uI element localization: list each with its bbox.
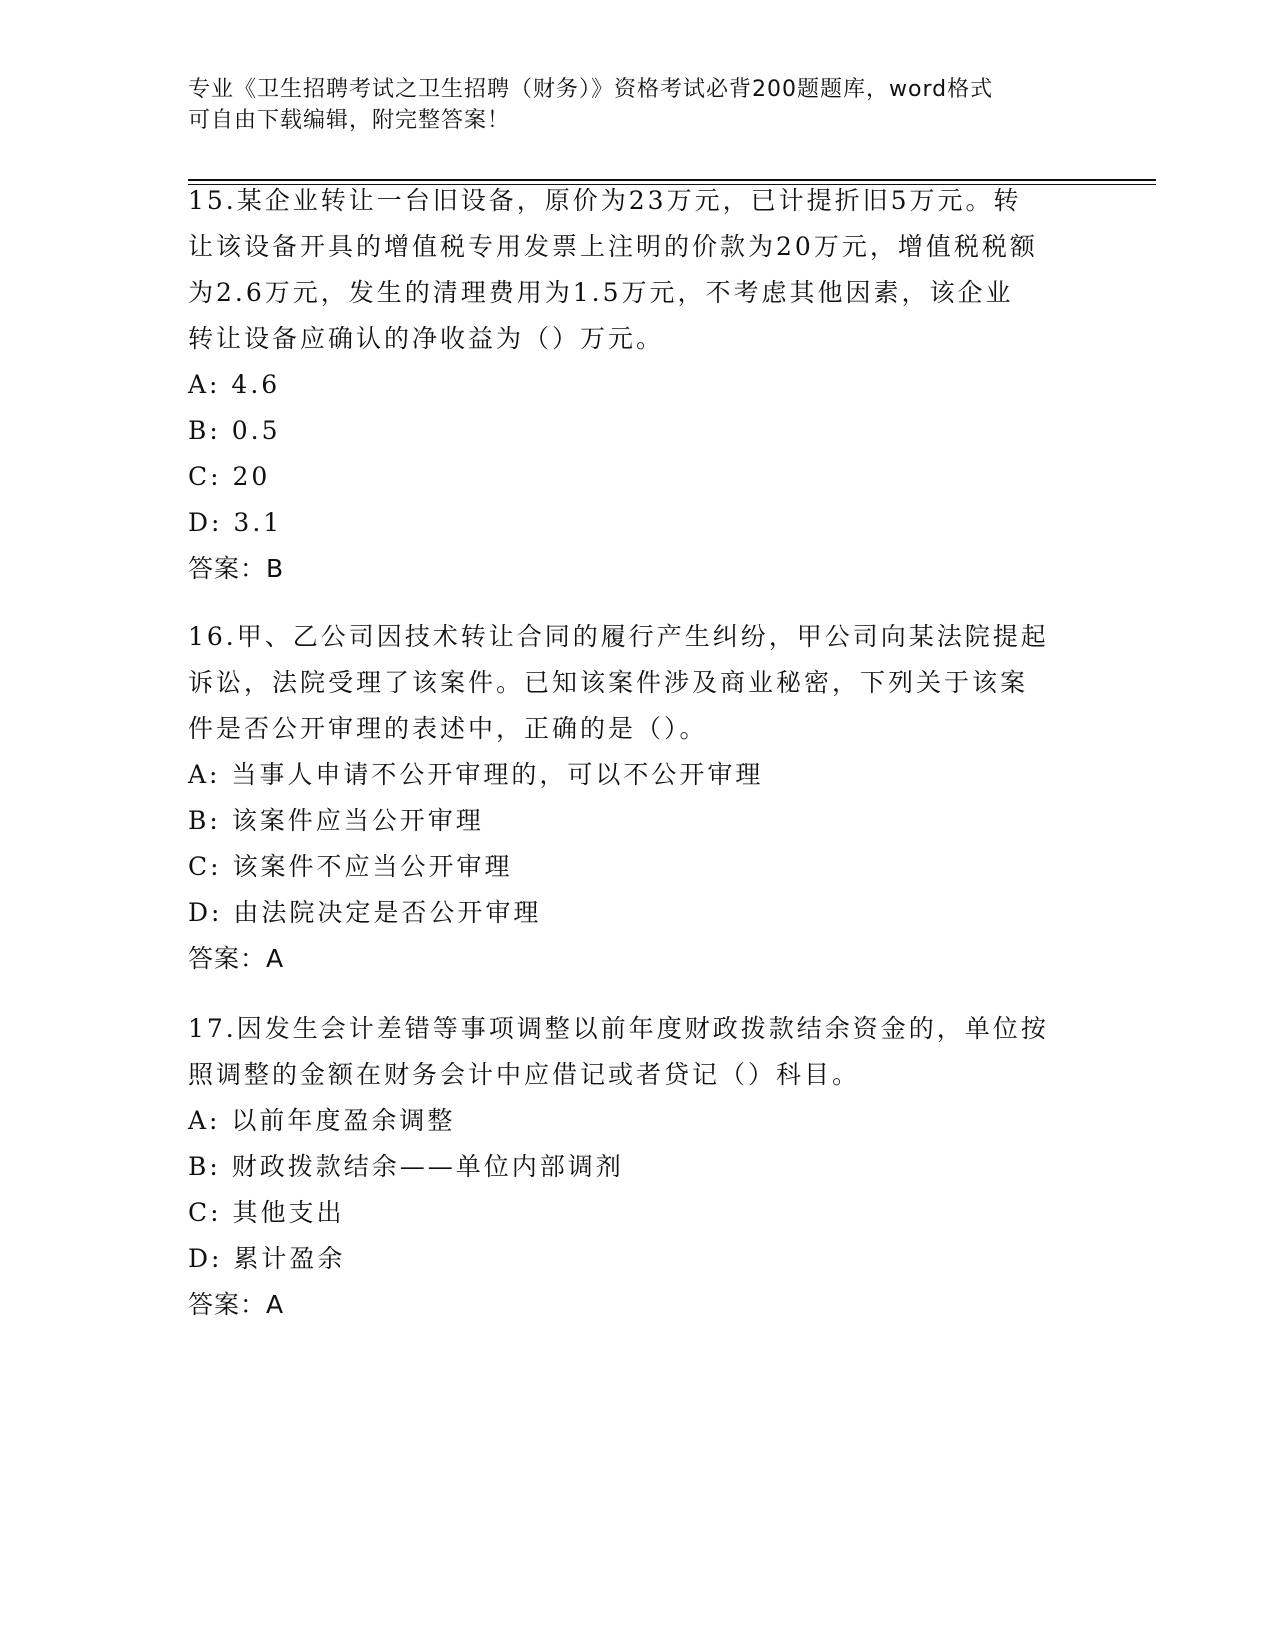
question-16 (188, 614, 1088, 982)
option-b: B: 该案件应当公开审理 (188, 806, 484, 835)
option-c: C: 该案件不应当公开审理 (188, 852, 513, 881)
answer-label: 答案：B (188, 554, 285, 583)
header-line: 可自由下载编辑，附完整答案！ (188, 108, 511, 133)
option-b: B: 财政拨款结余——单位内部调剂 (188, 1152, 624, 1181)
option-b: B: 0.5 (188, 416, 281, 445)
question-text-line: 让该设备开具的增值税专用发票上注明的价款为20万元，增值税税额 (188, 232, 1038, 261)
option-d: D: 3.1 (188, 508, 283, 537)
option-a: A: 以前年度盈余调整 (188, 1106, 456, 1135)
option-c: C: 20 (188, 462, 271, 491)
option-a: A: 当事人申请不公开审理的，可以不公开审理 (188, 760, 764, 789)
question-text-line: 照调整的金额在财务会计中应借记或者贷记（）科目。 (188, 1060, 861, 1089)
question-17 (188, 1006, 1088, 1328)
question-text-line: 15.某企业转让一台旧设备，原价为23万元，已计提折旧5万元。转 (188, 186, 1022, 215)
question-text-line: 为2.6万元，发生的清理费用为1.5万元，不考虑其他因素，该企业 (188, 278, 1014, 307)
question-text-line: 16.甲、乙公司因技术转让合同的履行产生纠纷，甲公司向某法院提起 (188, 622, 1049, 651)
option-a: A: 4.6 (188, 370, 281, 399)
question-text-line: 诉讼，法院受理了该案件。已知该案件涉及商业秘密，下列关于该案 (188, 668, 1029, 697)
header-line: 专业《卫生招聘考试之卫生招聘（财务）》资格考试必背200题题库，word格式 (188, 77, 994, 102)
answer-label: 答案：A (188, 1290, 285, 1319)
option-c: C: 其他支出 (188, 1198, 345, 1227)
option-d: D: 累计盈余 (188, 1244, 346, 1273)
question-text-line: 转让设备应确认的净收益为（）万元。 (188, 324, 665, 353)
question-text-line: 17.因发生会计差错等事项调整以前年度财政拨款结余资金的，单位按 (188, 1014, 1049, 1043)
document-header (188, 74, 1088, 136)
answer-label: 答案：A (188, 944, 285, 973)
question-15 (188, 178, 1088, 592)
option-d: D: 由法院决定是否公开审理 (188, 898, 542, 927)
question-text-line: 件是否公开审理的表述中，正确的是（）。 (188, 714, 708, 743)
